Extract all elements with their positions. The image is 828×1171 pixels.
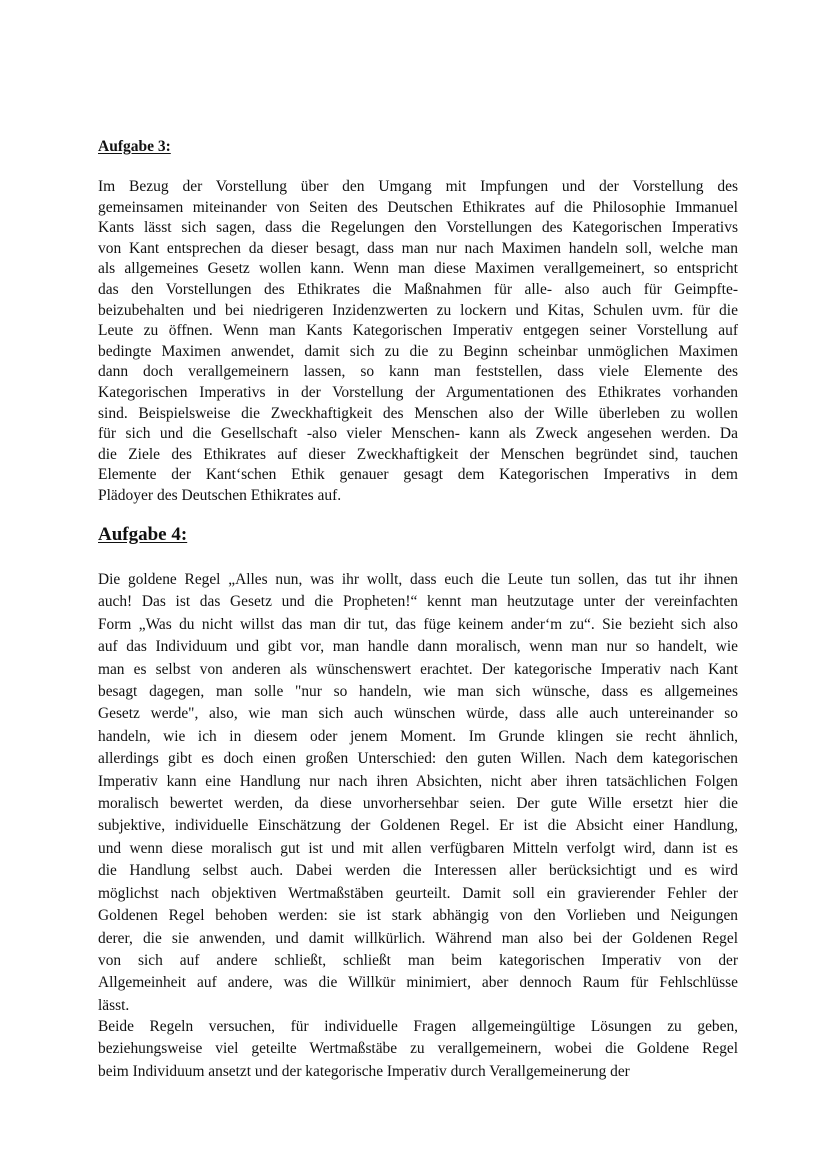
text-line: das den Vorstellungen des Ethikrates die Maßnahmen für alle- also auch für Geimpfte- xyxy=(98,280,738,298)
aufgabe-4-paragraph-1 xyxy=(98,569,738,1017)
text-line: lässt. xyxy=(98,996,130,1014)
text-line: Beide Regeln versuchen, für individuelle Fragen allgemeingültige Lösungen zu geben, xyxy=(98,1018,738,1035)
text-line: Form „Was du nicht willst das man dir tut, das füge keinem ander‘m zu“. Sie bezieht sich also xyxy=(98,615,738,633)
text-line: beim Individuum ansetzt und der kategorische Imperativ durch Verallgemeinerung der xyxy=(98,1062,630,1080)
aufgabe-3-heading: Aufgabe 3: xyxy=(98,138,171,155)
text-line: beizubehalten und bei niedrigeren Inzidenzwerten zu lockern und Kitas, Schulen uvm. für die xyxy=(98,301,738,319)
text-line: als allgemeines Gesetz wollen kann. Wenn man diese Maximen verallgemeinert, so entspricht xyxy=(98,260,738,278)
text-line: auch! Das ist das Gesetz und die Propheten!“ kennt man heutzutage unter der vereinfachten xyxy=(98,593,738,611)
text-line: subjektive, individuelle Einschätzung der Goldenen Regel. Er ist die Absicht einer Handlung, xyxy=(98,817,738,835)
text-line: dann doch verallgemeinern lassen, so kann man feststellen, dass viele Elemente des xyxy=(98,363,738,381)
text-line: möglichst nach objektiven Wertmaßstäben geurteilt. Damit soll ein gravierender Fehler der xyxy=(98,884,738,902)
text-line: und wenn diese moralisch gut ist und mit allen verfügbaren Mitteln verfolgt wird, dann ist es xyxy=(98,839,738,857)
text-line: Plädoyer des Deutschen Ethikrates auf. xyxy=(98,486,342,504)
aufgabe-4-heading: Aufgabe 4: xyxy=(98,524,188,545)
text-line: von sich auf andere schließt, schließt man beim kategorischen Imperativ von der xyxy=(98,951,738,969)
text-line: Die goldene Regel „Alles nun, was ihr wollt, dass euch die Leute tun sollen, das tut ihr ihnen xyxy=(98,571,738,588)
aufgabe-4-paragraph-2 xyxy=(98,1016,738,1083)
text-line: man es selbst von anderen als wünschenswert erachtet. Der kategorische Imperativ nach Kant xyxy=(98,660,738,678)
text-line: Leute zu öffnen. Wenn man Kants Kategorischen Imperativ entgegen seiner Vorstellung auf xyxy=(98,322,738,340)
text-line: die Ziele des Ethikrates auf dieser Zweckhaftigkeit der Menschen begründet sind, tauchen xyxy=(98,445,738,463)
text-line: besagt dagegen, man solle "nur so handeln, wie man sich wünsche, dass es allgemeines xyxy=(98,683,738,701)
text-line: von Kant entsprechen da dieser besagt, dass man nur nach Maximen handeln soll, welche man xyxy=(98,239,738,257)
text-line: Goldenen Regel behoben werden: sie ist stark abhängig von den Vorlieben und Neigungen xyxy=(98,907,738,925)
text-line: allerdings gibt es doch einen großen Unterschied: den guten Willen. Nach dem kategorischen xyxy=(98,750,738,768)
text-line: Im Bezug der Vorstellung über den Umgang mit Impfungen und der Vorstellung des xyxy=(98,178,738,195)
text-line: moralisch bewertet werden, da diese unvorhersehbar seien. Der gute Wille ersetzt hier die xyxy=(98,795,738,813)
text-line: bedingte Maximen anwendet, damit sich zu die zu Beginn scheinbar unmöglichen Maximen xyxy=(98,342,738,360)
text-line: Elemente der Kant‘schen Ethik genauer gesagt dem Kategorischen Imperativs in dem xyxy=(98,466,738,484)
text-line: für sich und die Gesellschaft -also vieler Menschen- kann als Zweck angesehen werden. Da xyxy=(98,425,738,443)
text-line: Imperativ kann eine Handlung nur nach ihren Absichten, nicht aber ihren tatsächlichen Folgen xyxy=(98,772,738,790)
text-line: Allgemeinheit auf andere, was die Willkür minimiert, aber dennoch Raum für Fehlschlüsse xyxy=(98,974,738,992)
text-line: auf das Individuum und gibt vor, man handle dann moralisch, wenn man nur so handelt, wie xyxy=(98,638,738,656)
text-line: handeln, wie ich in diesem oder jenem Moment. Im Grunde klingen sie recht ähnlich, xyxy=(98,727,738,745)
text-line: Kategorischen Imperativs in der Vorstellung der Argumentationen des Ethikrates vorhanden xyxy=(98,383,738,401)
text-line: Kants lässt sich sagen, dass die Regelungen den Vorstellungen des Kategorischen Imperativs xyxy=(98,219,738,237)
text-line: Gesetz werde", also, wie man sich auch wünschen würde, dass alle auch untereinander so xyxy=(98,705,738,723)
text-line: die Handlung selbst auch. Dabei werden die Interessen aller berücksichtigt und es wird xyxy=(98,862,738,880)
text-line: gemeinsamen miteinander von Seiten des Deutschen Ethikrates auf die Philosophie Immanuel xyxy=(98,198,738,216)
aufgabe-3-paragraph xyxy=(98,177,738,507)
text-line: beziehungsweise viel geteilte Wertmaßstäbe zu verallgemeinern, wobei die Goldene Regel xyxy=(98,1040,738,1058)
text-line: sind. Beispielsweise die Zweckhaftigkeit des Menschen also der Wille überleben zu wollen xyxy=(98,404,738,422)
text-line: derer, die sie anwenden, und damit willkürlich. Während man also bei der Goldenen Regel xyxy=(98,929,738,947)
